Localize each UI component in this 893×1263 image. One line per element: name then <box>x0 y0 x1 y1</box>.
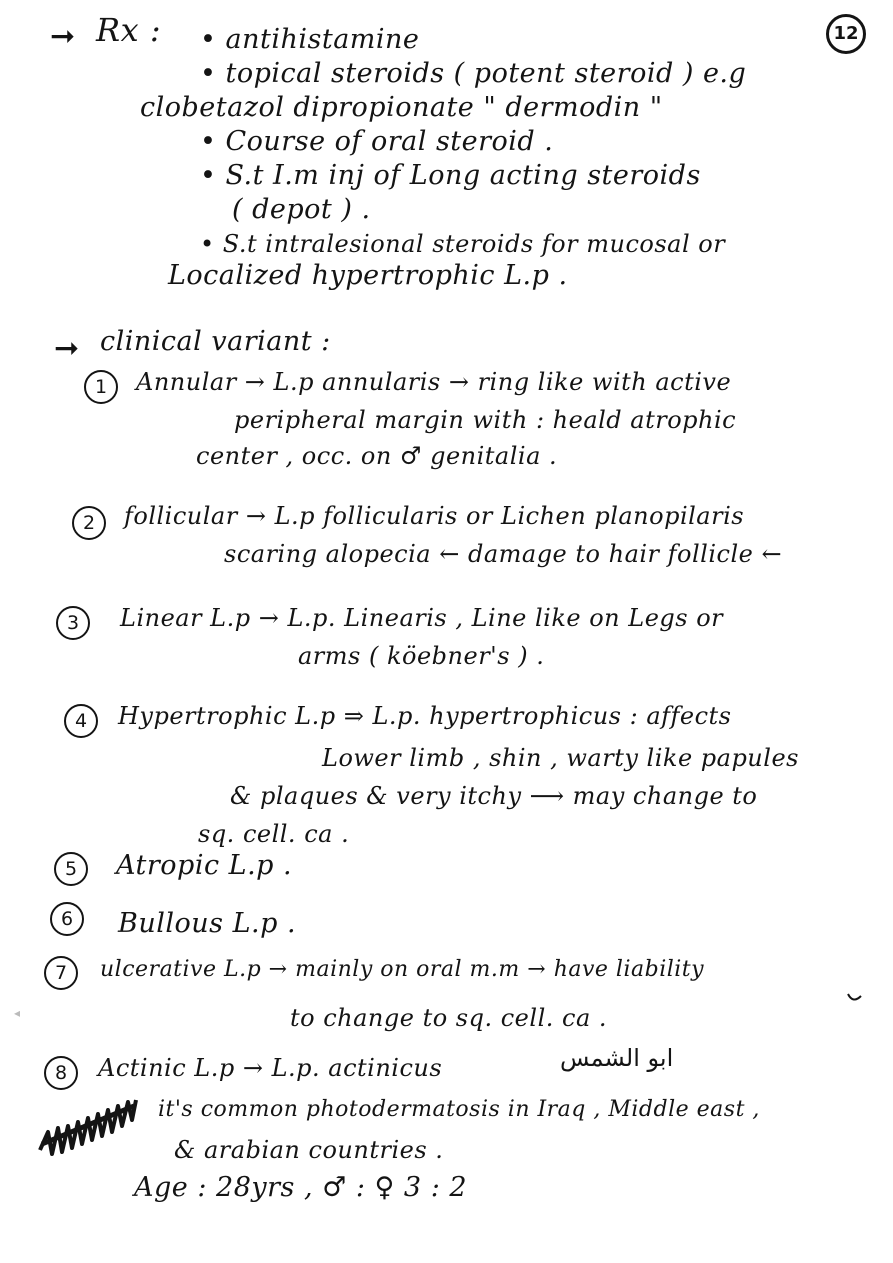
variant-line: Atropic L.p . <box>116 850 293 881</box>
treatment-line: • S.t I.m inj of Long acting steroids <box>200 160 701 191</box>
variant-line: & plaques & very itchy ⟶ may change to <box>230 782 758 810</box>
section-arrow-icon: ➞ <box>50 19 76 54</box>
variant-line: it's common photodermatosis in Iraq , Middle east , <box>158 1097 760 1122</box>
item-number-badge: 3 <box>56 606 90 640</box>
treatment-line: • antihistamine <box>200 24 420 55</box>
arabic-note: ابو الشمس <box>560 1044 674 1072</box>
scribble-mark <box>36 1092 140 1162</box>
variant-line: & arabian countries . <box>174 1136 444 1164</box>
variant-line: Actinic L.p → L.p. actinicus <box>98 1054 443 1082</box>
variant-line: Age : 28yrs , ♂ : ♀ 3 : 2 <box>134 1172 468 1203</box>
variant-line: Linear L.p → L.p. Linearis , Line like on Legs or <box>120 604 724 632</box>
treatment-line: clobetazol dipropionate " dermodin " <box>140 92 663 123</box>
variant-line: center , occ. on ♂ genitalia . <box>196 442 558 470</box>
item-number-badge: 5 <box>54 852 88 886</box>
check-tick-icon <box>845 990 865 1006</box>
item-number-badge: 8 <box>44 1056 78 1090</box>
item-number-badge: 2 <box>72 506 106 540</box>
section-arrow-icon: ➞ <box>54 331 80 366</box>
variant-line: Hypertrophic L.p ⇒ L.p. hypertrophicus : affects <box>118 702 732 730</box>
variant-line: scaring alopecia ← damage to hair follicle ← <box>224 540 783 568</box>
variant-line: to change to sq. cell. ca . <box>290 1004 608 1032</box>
treatment-line: • topical steroids ( potent steroid ) e.g <box>200 58 747 89</box>
treatment-line: Localized hypertrophic L.p . <box>168 260 568 291</box>
item-number-badge: 4 <box>64 704 98 738</box>
variant-line: Lower limb , shin , warty like papules <box>322 744 799 772</box>
treatment-line: ( depot ) . <box>232 194 371 225</box>
treatment-line: • Course of oral steroid . <box>200 126 554 157</box>
page-number-badge: 12 <box>826 14 866 54</box>
treatment-heading: Rx : <box>96 11 162 49</box>
variant-line: Annular → L.p annularis → ring like with active <box>136 368 732 396</box>
item-number-badge: 6 <box>50 902 84 936</box>
variant-line: peripheral margin with : heald atrophic <box>234 406 737 434</box>
variant-line: follicular → L.p follicularis or Lichen planopilaris <box>124 502 745 530</box>
variants-heading: clinical variant : <box>100 326 331 357</box>
margin-mark-icon: ◂ <box>14 1006 21 1020</box>
variant-line: Bullous L.p . <box>118 908 297 939</box>
treatment-line: • S.t intralesional steroids for mucosal or <box>200 230 726 258</box>
variant-line: arms ( köebner's ) . <box>298 642 545 670</box>
variant-line: ulcerative L.p → mainly on oral m.m → have liability <box>100 957 705 982</box>
variant-line: sq. cell. ca . <box>198 820 350 848</box>
item-number-badge: 1 <box>84 370 118 404</box>
item-number-badge: 7 <box>44 956 78 990</box>
